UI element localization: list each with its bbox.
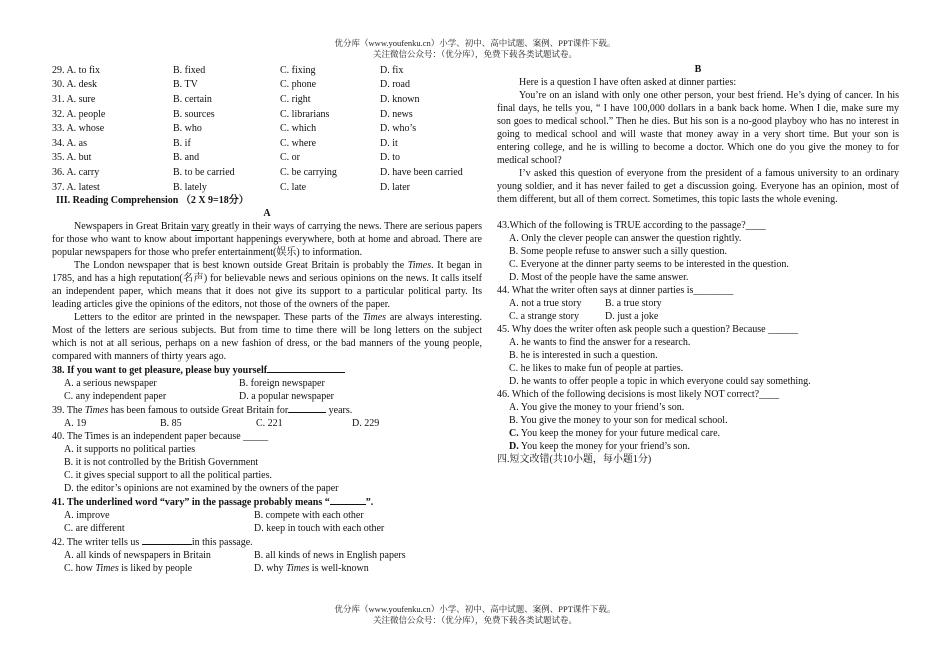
option-d: D. news	[380, 108, 413, 120]
option-c: C. or	[280, 152, 300, 164]
option-a: 33. A. whose	[52, 123, 105, 135]
header-line-1: 优分库（www.youfenku.cn）小学、初中、高中试题、案例、PPT课件下载。	[334, 38, 616, 48]
footer-line-1: 优分库（www.youfenku.cn）小学、初中、高中试题、案例、PPT课件下载。	[334, 604, 616, 614]
option-b: B. and	[173, 152, 200, 164]
question-stem: 46. Which of the following decisions is most likely NOT correct?____	[497, 389, 780, 400]
question-stem: 45. Why does the writer often ask people such a question? Because ______	[497, 324, 799, 335]
option-d: D. a popular newspaper	[239, 391, 334, 403]
option-b: B. TV	[173, 79, 198, 91]
option-a: 34. A. as	[52, 137, 87, 149]
option-b: B. all kinds of news in English papers	[254, 550, 406, 562]
option-a: 36. A. carry	[52, 166, 100, 178]
answer-blank	[267, 363, 345, 373]
option-c: C. Everyone at the dinner party seems to be interested in the question.	[509, 259, 789, 270]
option-d: D. fix	[380, 64, 404, 76]
option-c: C. are different	[64, 523, 125, 535]
option-b: B. to be carried	[173, 166, 235, 178]
cloze-row	[52, 151, 482, 166]
passage-a-paragraph-2: The London newspaper that is best known outside Great Britain is probably the Times. It began in 1785, and has a high reputation(名声) for believable news and serious opinions on the news. It calls itself an independent paper, which means that it does not give its support to a particular political party. Its leading articles give the opinions of the editors, not those of the owners of the paper.	[52, 260, 482, 311]
option-c: C. where	[280, 137, 317, 149]
question-stem: 41. The underlined word “vary” in the passage probably means “ ”.	[52, 497, 374, 509]
option-c: C. be carrying	[280, 166, 337, 178]
option-a: 31. A. sure	[52, 93, 96, 105]
left-column	[52, 63, 482, 575]
option-b: B. lately	[173, 181, 207, 193]
passage-b-label: B	[694, 64, 702, 75]
option-b: B. 85	[160, 418, 182, 430]
option-b: B. who	[173, 123, 202, 135]
passage-b-paragraph-2: You’re on an island with only one other person, your best friend. He’s dying of cancer. In his final days, he tells you, “ I have 100,000 dollars in a bank back home. When I die, make sure my son goes to medical school.” Then he dies. But his son is a no-good playboy who has no interest in going to medical school and will waste that money away in a very short time. But your son is entering college, and he is willing to become a doctor. Which one do you give the money to for medical school?	[497, 90, 899, 166]
option-c: C. he likes to make fun of people at parties.	[509, 363, 684, 374]
option-b: B. foreign newspaper	[239, 378, 325, 390]
passage-b-paragraph-3: I’v asked this question of everyone from the president of a famous university to an ordinary young soldier, and it has never failed to get a discussion going. Everyone has an opinion, most of them different, but all of them correct. Sometimes, this topic lasts the whole evening.	[497, 168, 899, 205]
passage-a-paragraph-3: Letters to the editor are printed in the newspaper. These parts of the Times are always interesting. Most of the letters are serious subjects. But from time to time there will be long letters on the subject which is not at all serious, perhaps on a new fashion of dress, or the bad manners of the young people, compared with manners of thirty years ago.	[52, 312, 483, 363]
cloze-row	[52, 63, 482, 78]
answer-blank	[142, 535, 192, 545]
question-40	[52, 430, 482, 495]
option-a: 37. A. latest	[52, 181, 100, 193]
option-d: D. why Times is well-known	[254, 563, 369, 575]
section-title-error-correction: 四.短文改错(共10小题，每小题1分)	[497, 454, 652, 465]
page-footer	[0, 604, 950, 626]
option-c: C. how Times is liked by people	[64, 563, 193, 575]
option-c: C. a strange story	[509, 311, 579, 322]
answer-blank	[288, 403, 326, 413]
option-d: D. 229	[352, 418, 380, 430]
option-a: A. You give the money to your friend’s son.	[509, 402, 685, 413]
question-stem: 44. What the writer often says at dinner parties is________	[497, 285, 734, 296]
question-45	[497, 323, 899, 388]
option-d: D. to	[380, 152, 400, 164]
option-b: B. Some people refuse to answer such a silly question.	[509, 246, 728, 257]
cloze-row	[52, 107, 482, 122]
cloze-row	[52, 92, 482, 107]
option-b: B. he is interested in such a question.	[509, 350, 658, 361]
option-a: A. 19	[64, 418, 87, 430]
section-title-reading: III. Reading Comprehension （2 X 9=18分）	[56, 195, 249, 207]
option-c: C. You keep the money for your future medical care.	[509, 428, 721, 439]
question-41	[52, 495, 482, 535]
option-b: B. sources	[173, 108, 215, 120]
question-stem: 43.Which of the following is TRUE according to the passage?____	[497, 220, 766, 231]
question-42	[52, 535, 482, 575]
question-stem: 40. The Times is an independent paper because _____	[52, 431, 269, 443]
option-b: B. a true story	[605, 298, 662, 309]
option-b: B. You give the money to your son for medical school.	[509, 415, 728, 426]
option-c: C. fixing	[280, 64, 316, 76]
option-d: D. road	[380, 79, 410, 91]
option-b: B. it is not controlled by the British Government	[64, 457, 259, 469]
option-d: D. just a joke	[605, 311, 659, 322]
option-c: C. librarians	[280, 108, 330, 120]
option-a: 30. A. desk	[52, 79, 97, 91]
option-d: D. You keep the money for your friend’s son.	[509, 441, 690, 452]
header-line-2: 关注微信公众号：（优分库），免费下载各类试题试卷。	[372, 49, 577, 59]
page-header	[0, 38, 950, 60]
option-a: A. not a true story	[509, 298, 582, 309]
option-a: A. a serious newspaper	[64, 378, 157, 390]
cloze-row	[52, 165, 482, 180]
option-a: A. it supports no political parties	[64, 444, 196, 456]
cloze-row	[52, 78, 482, 93]
option-d: D. he wants to offer people a topic in which everyone could say something.	[509, 376, 811, 387]
option-c: C. which	[280, 123, 317, 135]
option-d: D. the editor’s opinions are not examined by the owners of the paper	[64, 483, 339, 495]
question-stem: 42. The writer tells us in this passage.	[52, 537, 253, 549]
option-b: B. fixed	[173, 64, 206, 76]
option-a: 32. A. people	[52, 108, 106, 120]
option-d: D. it	[380, 137, 398, 149]
option-d: D. keep in touch with each other	[254, 523, 385, 535]
question-38	[52, 363, 482, 403]
option-c: C. 221	[256, 418, 283, 430]
question-stem: 39. The Times has been famous to outside Great Britain for years.	[52, 405, 353, 417]
option-d: D. later	[380, 181, 410, 193]
question-stem: 38. If you want to get pleasure, please buy yourself	[52, 363, 482, 377]
option-c: C. late	[280, 181, 307, 193]
option-d: D. known	[380, 93, 420, 105]
question-46	[497, 388, 899, 453]
option-a: A. improve	[64, 510, 110, 522]
cloze-row	[52, 121, 482, 136]
question-39	[52, 403, 482, 430]
option-d: D. have been carried	[380, 166, 463, 178]
option-c: C. phone	[280, 79, 317, 91]
passage-a-paragraph-1: Newspapers in Great Britain vary greatly in their ways of carrying the news. There are serious papers for those who want to know about important happenings everywhere, both at home and abroad. There are popular newspapers for those who prefer entertainment(娱乐) to information.	[52, 221, 482, 259]
question-44	[497, 284, 899, 323]
cloze-row	[52, 180, 482, 195]
passage-a-label: A	[263, 208, 271, 220]
answer-blank	[330, 495, 366, 505]
option-a: A. Only the clever people can answer the question rightly.	[509, 233, 742, 244]
option-b: B. compete with each other	[254, 510, 364, 522]
option-a: 29. A. to fix	[52, 64, 101, 76]
option-b: B. certain	[173, 93, 212, 105]
passage-b-paragraph-1: Here is a question I have often asked at dinner parties:	[519, 77, 737, 88]
option-c: C. right	[280, 93, 311, 105]
right-column	[497, 63, 899, 466]
cloze-options	[52, 63, 482, 194]
footer-line-2: 关注微信公众号：（优分库），免费下载各类试题试卷。	[372, 615, 577, 625]
option-c: C. any independent paper	[64, 391, 167, 403]
option-a: 35. A. but	[52, 152, 92, 164]
option-a: A. he wants to find the answer for a research.	[509, 337, 691, 348]
option-b: B. if	[173, 137, 191, 149]
underlined-word: vary	[191, 221, 210, 233]
cloze-row	[52, 136, 482, 151]
option-c: C. it gives special support to all the political parties.	[64, 470, 273, 482]
question-43	[497, 219, 899, 284]
option-a: A. all kinds of newspapers in Britain	[64, 550, 211, 562]
option-d: D. who’s	[380, 123, 417, 135]
option-d: D. Most of the people have the same answer.	[509, 272, 689, 283]
